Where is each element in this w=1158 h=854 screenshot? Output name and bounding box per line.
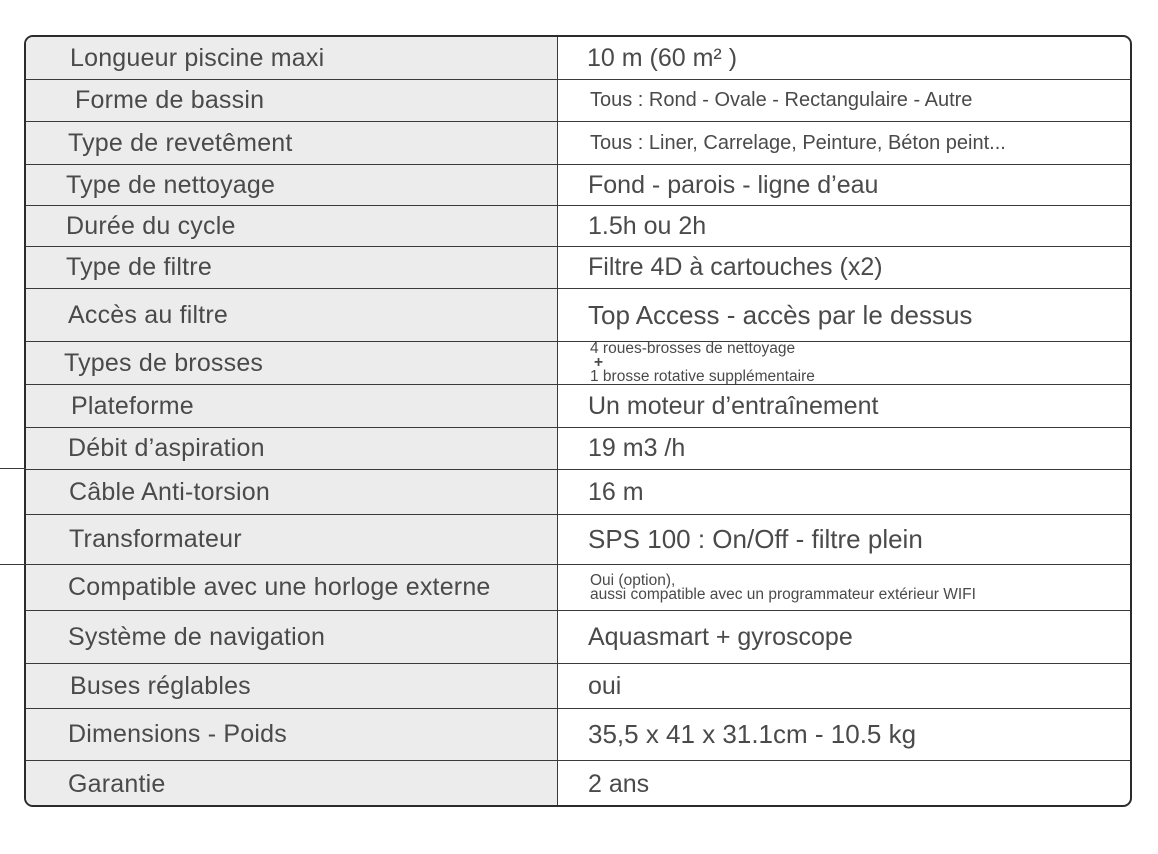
- spec-row-adjustable-nozzles: [26, 663, 1130, 708]
- spec-value: Un moteur d’entraînement: [588, 391, 879, 420]
- spec-value: [557, 342, 1130, 384]
- spec-value: 2 ans: [588, 769, 650, 798]
- spec-row-filter-type: [26, 246, 1130, 288]
- spec-value: Tous : Rond - Ovale - Rectangulaire - Autre: [590, 89, 973, 111]
- spec-row-transformer: [26, 514, 1130, 564]
- spec-value: 1.5h ou 2h: [588, 211, 707, 240]
- spec-value: [557, 565, 1130, 610]
- spec-row-filter-access: [26, 288, 1130, 341]
- spec-label: Système de navigation: [26, 611, 557, 663]
- spec-row-navigation: [26, 610, 1130, 663]
- edge-stub: [0, 468, 26, 469]
- spec-value: Fond - parois - ligne d’eau: [588, 170, 879, 199]
- spec-row-cycle-duration: [26, 205, 1130, 246]
- spec-value: oui: [588, 671, 622, 700]
- spec-label: Forme de bassin: [26, 80, 557, 121]
- spec-value-line: 4 roues-brosses de nettoyage +: [590, 340, 796, 371]
- spec-label: Plateforme: [26, 385, 557, 427]
- spec-label: Type de filtre: [26, 247, 557, 288]
- spec-row-platform: [26, 384, 1130, 427]
- spec-label: Compatible avec une horloge externe: [26, 565, 557, 610]
- spec-label: Type de revetêment: [26, 122, 557, 164]
- spec-row-warranty: [26, 760, 1130, 807]
- spec-value: SPS 100 : On/Off - filtre plein: [588, 524, 923, 554]
- spec-label: Types de brosses: [26, 342, 557, 384]
- spec-row-cable: [26, 469, 1130, 514]
- spec-row-external-clock: [26, 564, 1130, 610]
- spec-row-suction-flow: [26, 427, 1130, 469]
- spec-value: 35,5 x 41 x 31.1cm - 10.5 kg: [588, 719, 917, 749]
- spec-value: 10 m (60 m² ): [587, 43, 738, 72]
- spec-label: Débit d’aspiration: [26, 428, 557, 469]
- edge-stub: [0, 564, 26, 565]
- spec-label: Buses réglables: [26, 664, 557, 708]
- spec-value: 16 m: [588, 477, 644, 506]
- spec-value-line: 1 brosse rotative supplémentaire: [590, 368, 815, 385]
- spec-label: Durée du cycle: [26, 206, 557, 246]
- spec-row-dimensions-weight: [26, 708, 1130, 760]
- plus-icon: +: [594, 354, 604, 371]
- spec-table: [24, 35, 1132, 807]
- spec-row-coating-type: [26, 121, 1130, 164]
- spec-value: Top Access - accès par le dessus: [588, 299, 973, 330]
- spec-value-line: Oui (option),: [590, 571, 676, 589]
- spec-value: Tous : Liner, Carrelage, Peinture, Béton peint...: [590, 131, 1006, 154]
- spec-label: Transformateur: [26, 515, 557, 564]
- spec-label: Type de nettoyage: [26, 165, 557, 205]
- spec-row-cleaning-type: [26, 164, 1130, 205]
- column-divider: [557, 37, 558, 805]
- spec-row-brush-types: [26, 341, 1130, 384]
- spec-label: Longueur piscine maxi: [26, 37, 557, 79]
- spec-row-pool-length: [26, 37, 1130, 79]
- spec-value: Filtre 4D à cartouches (x2): [588, 253, 883, 281]
- spec-label: Dimensions - Poids: [26, 709, 557, 760]
- spec-row-pool-shape: [26, 79, 1130, 121]
- spec-value: Aquasmart + gyroscope: [588, 622, 853, 651]
- spec-value-line: aussi compatible avec un programmateur extérieur WIFI: [590, 585, 976, 603]
- spec-label: Câble Anti-torsion: [26, 470, 557, 514]
- spec-value: 19 m3 /h: [588, 434, 686, 462]
- spec-label: Garantie: [26, 761, 557, 807]
- spec-label: Accès au filtre: [26, 289, 557, 341]
